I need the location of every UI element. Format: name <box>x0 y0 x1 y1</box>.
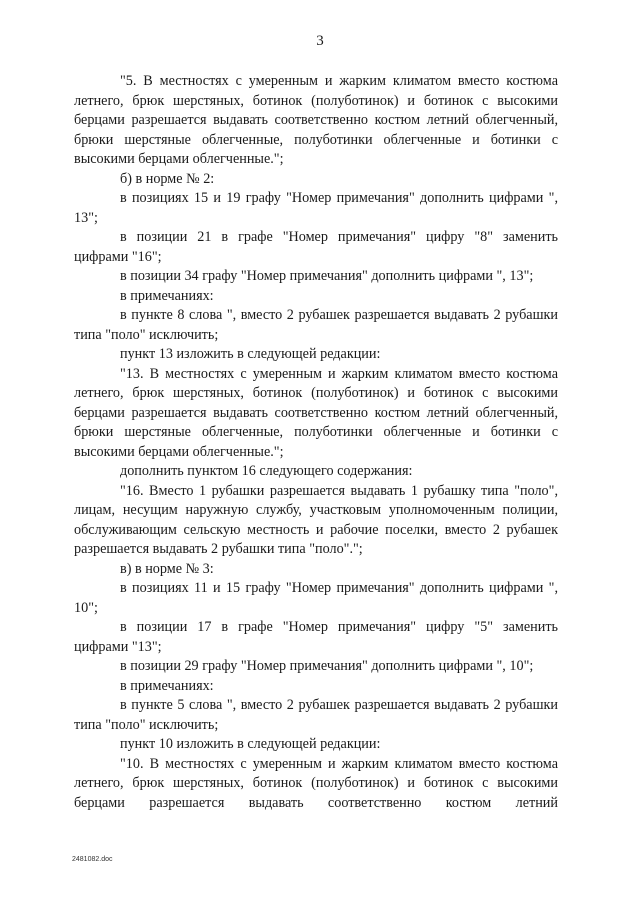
paragraph: пункт 10 изложить в следующей редакции: <box>120 736 381 752</box>
paragraph: "13. В местностях с умеренным и жарким климатом вместо костюма летнего, брюк шерстяных, ботинок (полуботинок) и ботинок с высокими берцами разрешается выдавать соответственно костюм летний облегченный, брюки шерстяные облегченные, полуботинки облегченные и ботинки с высокими берцами облегченные."; <box>74 365 558 460</box>
paragraph: дополнить пунктом 16 следующего содержания: <box>120 463 413 479</box>
footer-file-code: 2481082.doc <box>72 856 113 863</box>
paragraph: в позиции 34 графу "Номер примечания" дополнить цифрами ", 13"; <box>120 268 534 284</box>
paragraph: в пункте 5 слова ", вместо 2 рубашек разрешается выдавать 2 рубашки типа "поло" исключить; <box>74 697 558 733</box>
page-number: 3 <box>316 33 324 49</box>
paragraph: пункт 13 изложить в следующей редакции: <box>120 346 381 362</box>
paragraph: в позициях 15 и 19 графу "Номер примечания" дополнить цифрами ", 13"; <box>74 190 558 226</box>
document-body <box>74 72 558 813</box>
paragraph: в позиции 29 графу "Номер примечания" дополнить цифрами ", 10"; <box>120 658 534 674</box>
paragraph: б) в норме № 2: <box>120 170 215 187</box>
paragraph: в позициях 11 и 15 графу "Номер примечания" дополнить цифрами ", 10"; <box>74 580 558 616</box>
paragraph: "16. Вместо 1 рубашки разрешается выдавать 1 рубашку типа "поло", лицам, несущим наружную службу, участковым уполномоченным полиции, обслуживающим сельскую местность и рабочие поселки, вместо 2 рубашек разрешается выдавать 2 рубашки типа "поло"."; <box>74 482 558 557</box>
paragraph: в примечаниях: <box>120 677 214 694</box>
paragraph: в позиции 21 в графе "Номер примечания" цифру "8" заменить цифрами "16"; <box>74 229 558 265</box>
paragraph: "5. В местностях с умеренным и жарким климатом вместо костюма летнего, брюк шерстяных, ботинок (полуботинок) и ботинок с высокими берцами разрешается выдавать соответственно костюм летний облегченный, брюки шерстяные облегченные, полуботинки облегченные и ботинки с высокими берцами облегченные."; <box>74 73 558 167</box>
paragraph: "10. В местностях с умеренным и жарким климатом вместо костюма летнего, брюк шерстяных, ботинок (полуботинок) и ботинок с высокими берцами разрешается выдавать соответственно костюм летний <box>74 755 558 811</box>
paragraph: в) в норме № 3: <box>120 560 214 577</box>
paragraph: в примечаниях: <box>120 287 214 304</box>
paragraph: в пункте 8 слова ", вместо 2 рубашек разрешается выдавать 2 рубашки типа "поло" исключить; <box>74 307 558 343</box>
paragraph: в позиции 17 в графе "Номер примечания" цифру "5" заменить цифрами "13"; <box>74 619 558 655</box>
